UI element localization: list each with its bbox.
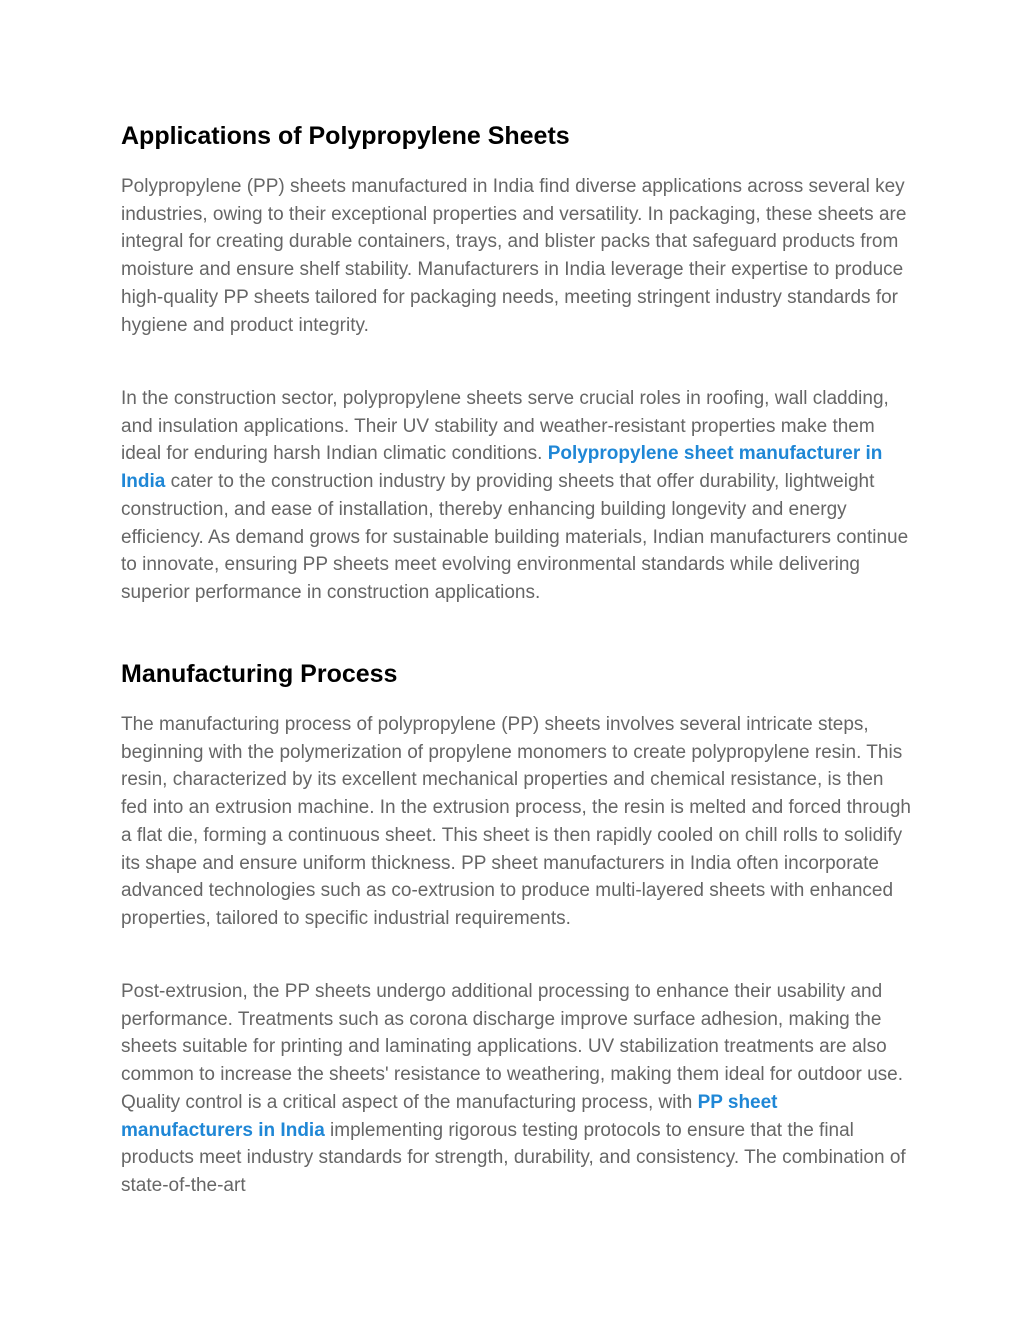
paragraph-text-segment: Post-extrusion, the PP sheets undergo additional processing to enhance their usability and performance. Treatments such as corona discharge improve surface adhesion, making the sheets suitable for printing and laminating applications. UV stabilization treatments are also common to increase the sheets' resistance to weathering, making them ideal for outdoor use. Quality control is a critical aspect of the manufacturing process, with: [121, 981, 903, 1113]
paragraph-construction-sector: [121, 385, 911, 607]
link-polypropylene-sheet-manufacturer[interactable]: Polypropylene sheet manufacturer in India: [121, 443, 883, 493]
section-heading-applications: Applications of Polypropylene Sheets: [121, 122, 570, 150]
paragraph-post-extrusion: [121, 978, 911, 1200]
paragraph-text-segment: cater to the construction industry by providing sheets that offer durability, lightweight construction, and ease of installation, thereby enhancing building longevity and energy efficiency. As demand grows for sustainable building materials, Indian manufacturers continue to innovate, ensuring PP sheets meet evolving environmental standards while delivering superior performance in construction applications.: [121, 471, 909, 603]
paragraph-manufacturing-steps: The manufacturing process of polypropylene (PP) sheets involves several intricate steps, beginning with the polymerization of propylene monomers to create polypropylene resin. This resin, characterized by its excellent mechanical properties and chemical resistance, is then fed into an extrusion machine. In the extrusion process, the resin is melted and forced through a flat die, forming a continuous sheet. This sheet is then rapidly cooled on chill rolls to solidify its shape and ensure uniform thickness. PP sheet manufacturers in India often incorporate advanced technologies such as co-extrusion to produce multi-layered sheets with enhanced properties, tailored to specific industrial requirements.: [121, 714, 912, 929]
paragraph-applications-intro: Polypropylene (PP) sheets manufactured in India find diverse applications across several key industries, owing to their exceptional properties and versatility. In packaging, these sheets are integral for creating durable containers, trays, and blister packs that safeguard products from moisture and ensure shelf stability. Manufacturers in India leverage their expertise to produce high-quality PP sheets tailored for packaging needs, meeting stringent industry standards for hygiene and product integrity.: [121, 176, 907, 336]
paragraph-text-segment: implementing rigorous testing protocols to ensure that the final products meet industry standards for strength, durability, and consistency. The combination of state-of-the-art: [121, 1119, 906, 1196]
paragraph-text-segment: In the construction sector, polypropylene sheets serve crucial roles in roofing, wall cladding, and insulation applications. Their UV stability and weather-resistant properties make them ideal for enduring harsh Indian climatic conditions.: [121, 388, 889, 465]
section-heading-manufacturing: Manufacturing Process: [121, 660, 398, 688]
link-pp-sheet-manufacturers[interactable]: PP sheet manufacturers in India: [121, 1091, 778, 1141]
